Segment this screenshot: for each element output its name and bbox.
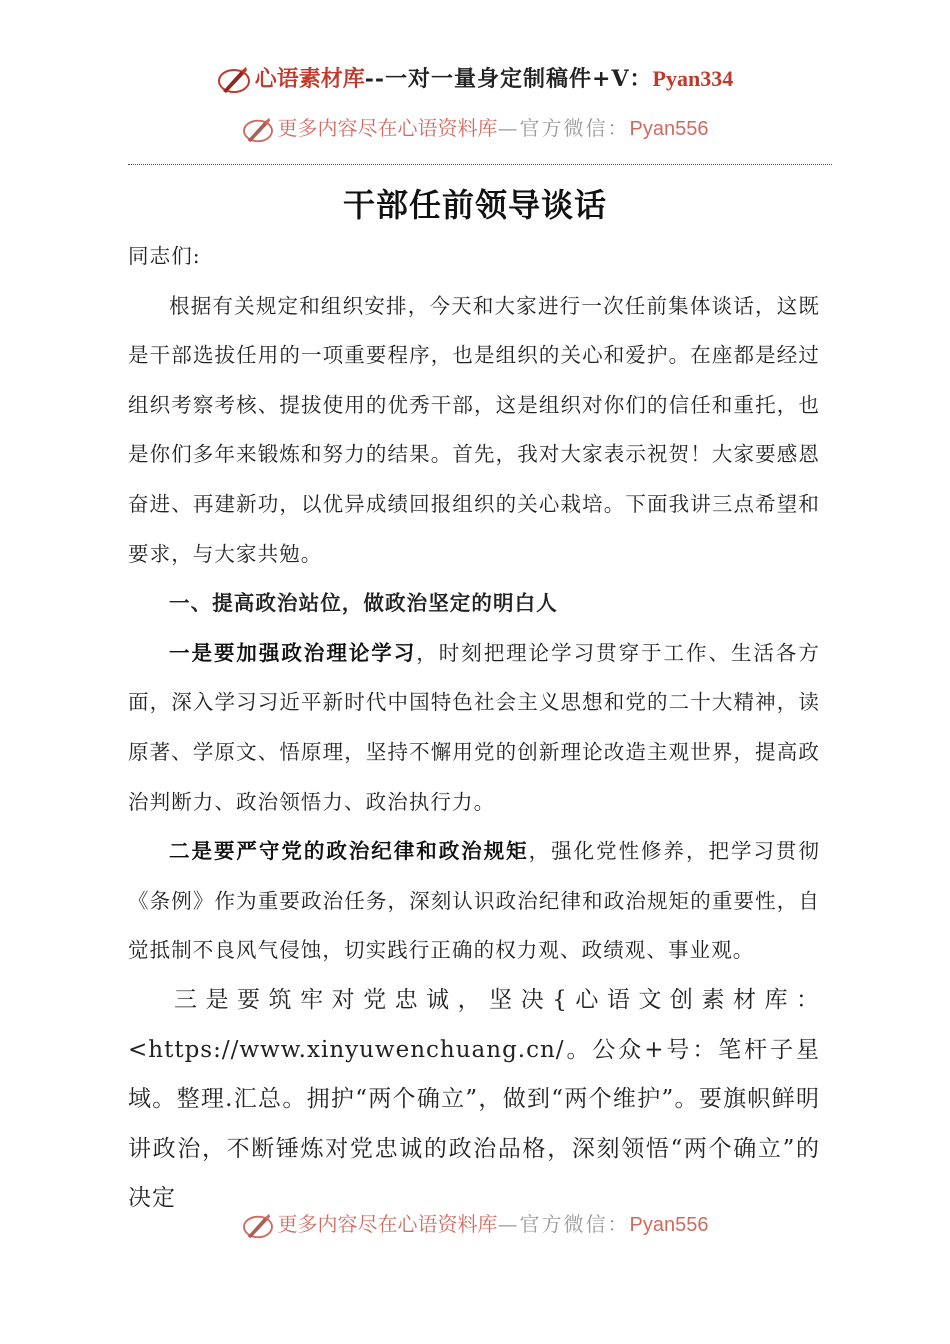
intro-paragraph: 根据有关规定和组织安排，今天和大家进行一次任前集体谈话，这既是干部选拔任用的一项重要程序，也是组织的关心和爱护。在座都是经过组织考察考核、提拔使用的优秀干部，这是组织对你们的信任和重托，也是你们多年来锻炼和努力的结果。首先，我对大家表示祝贺！大家要感恩奋进、再建新功，以优异成绩回报组织的关心栽培。下面我讲三点希望和要求，与大家共勉。	[128, 293, 820, 566]
point-1-text: ，时刻把理论学习贯穿于工作、生活各方面，深入学习习近平新时代中国特色社会主义思想和党的二十大精神，读原著、学原文、悟原理，坚持不懈用党的创新理论改造主观世界，提高政治判断力、政治领悟力、政治执行力。	[128, 640, 820, 814]
point-2-paragraph	[128, 827, 820, 976]
point-2-text: ，强化党性修养，把学习贯彻《条例》作为重要政治任务，深刻认识政治纪律和政治规矩的重要性，自觉抵制不良风气侵蚀，切实践行正确的权力观、政绩观、事业观。	[128, 839, 820, 963]
point-1-paragraph	[128, 629, 820, 827]
header-watermark	[0, 112, 950, 144]
watermark-text: 更多内容尽在心语资料库	[277, 116, 498, 140]
point-1-lead: 一是要加强政治理论学习	[169, 640, 417, 665]
brand-wechat-id: Pyan334	[652, 66, 734, 91]
point-2-lead: 二是要严守党的政治纪律和政治规矩	[169, 839, 529, 864]
watermark-wechat-id: Pyan556	[629, 118, 709, 140]
pen-logo-icon	[217, 65, 251, 95]
watermark-official: —官方微信：	[497, 116, 630, 140]
pen-logo-icon	[242, 116, 274, 144]
footer-watermark-official: —官方微信：	[497, 1212, 630, 1236]
header-divider	[128, 164, 832, 165]
footer-watermark-text: 更多内容尽在心语资料库	[277, 1212, 498, 1236]
brand-slogan: --一对一量身定制稿件+V：	[364, 66, 653, 92]
pen-logo-icon	[242, 1212, 274, 1240]
document-body	[128, 232, 820, 1224]
document-title: 干部任前领导谈话	[342, 186, 607, 224]
section-1-heading: 一、提高政治站位，做政治坚定的明白人	[169, 591, 558, 616]
footer-watermark-wechat-id: Pyan556	[629, 1214, 709, 1236]
brand-name: 心语素材库	[254, 66, 365, 92]
header-brand-line	[0, 62, 950, 95]
footer-watermark	[0, 1208, 950, 1240]
point-3-paragraph: 三是要筑牢对党忠诚，坚决{心语文创素材库：<https://www.xinyuwenchuang.cn/。公众+号：笔杆子星域。整理.汇总。拥护“两个确立”，做到“两个维护”。要旗帜鲜明讲政治，不断锤炼对党忠诚的政治品格，深刻领悟“两个确立”的决定	[128, 986, 820, 1212]
salutation: 同志们:	[128, 244, 201, 268]
